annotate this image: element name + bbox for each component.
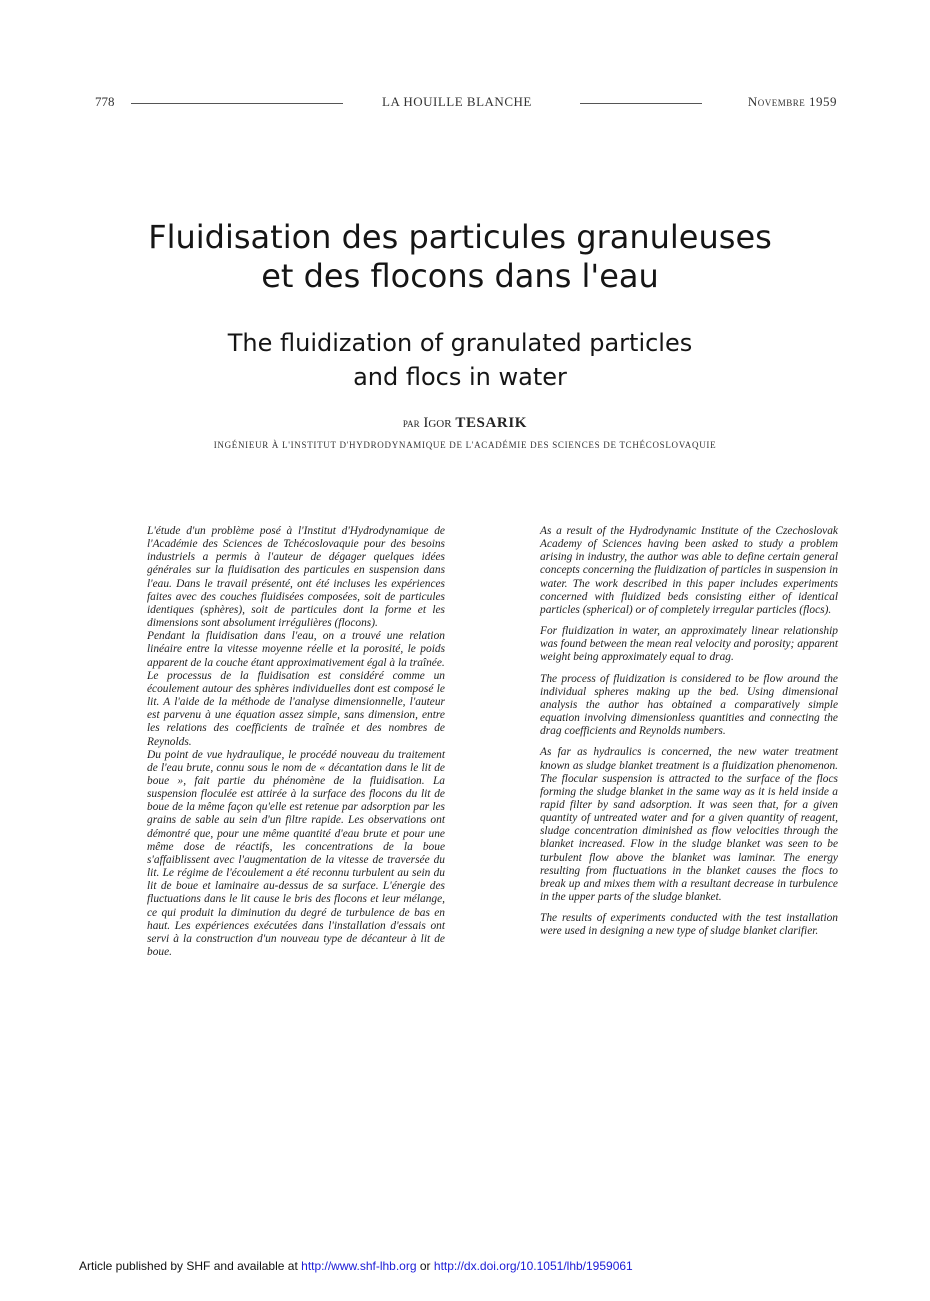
issue-date: Novembre 1959 [747, 94, 837, 109]
abstract-en-paragraph: The results of experiments conducted with the test installation were used in designing a new type of sludge blanket clarifier. [540, 912, 838, 938]
abstract-en-paragraph: The process of fluidization is considered to be flow around the individual spheres making up the bed. Using dimensional analysis the author has obtained a comparatively simple equation involving dimensionless quantities and connecting the drag coefficients and Reynolds numbers. [540, 672, 838, 738]
author-byline [0, 415, 930, 432]
byline-prefix: par [402, 415, 420, 430]
running-header [95, 94, 837, 112]
title-fr-line1: Fluidisation des particules granuleuses [148, 218, 772, 256]
header-rule-left [131, 103, 343, 104]
abstract-fr-paragraph: Du point de vue hydraulique, le procédé nouveau du traitement de l'eau brute, connu sous le nom de « décantation dans le lit de boue », fait partie du phénomène de la fluidisation. La suspension floculée est attirée à la surface des flocons du lit de boue de la même façon qu'elle est retenue par adsorption par les grains de sable au sein d'un filtre rapide. Les observations ont démontré que, pour une même quantité d'eau brute et pour une même dose de réactifs, les concentrations de la boue s'affaiblissent avec l'augmentation de la vitesse de traversée du lit. Le régime de l'écoulement a été reconnu turbulent au sein du lit de boue et laminaire au-dessus de sa surface. L'énergie des fluctuations dans le lit cause le bris des flocons et leur mélange, ce qui produit la diminution du degré de turbulence de bas en haut. Les expériences exécutées dans l'installation d'essais ont servi à la construction d'un nouveau type de décanteur à lit de boue. [147, 748, 445, 958]
title-en-line1: The fluidization of granulated particles [227, 329, 693, 357]
doi-link[interactable]: http://dx.doi.org/10.1051/lhb/1959061 [433, 1259, 633, 1273]
article-title-en [160, 326, 760, 394]
abstract-fr-paragraph: Le processus de la fluidisation est considéré comme un écoulement autour des sphères individuelles dont est composé le lit. A l'aide de la méthode de l'analyse dimensionnelle, l'auteur est parvenu à une équation assez simple, sans dimension, entre les relations des coefficients de traînée et des nombres de Reynolds. [147, 669, 445, 748]
page-number: 778 [95, 94, 115, 109]
publication-footer [79, 1259, 879, 1273]
abstract-en-paragraph: As a result of the Hydrodynamic Institute of the Czechoslovak Academy of Sciences having been asked to study a problem arising in industry, the author was able to define certain general concepts concerning the fluidization of particles in suspension in water. The work described in this paper includes experiments concerned with fluidized beds consisting either of identical particles (spherical) or of completely irregular particles (flocs). [540, 525, 838, 616]
author-affiliation: INGÉNIEUR À L'INSTITUT D'HYDRODYNAMIQUE DE L'ACADÉMIE DES SCIENCES DE TCHÉCOSLOVAQUIE [213, 440, 717, 450]
journal-name: LA HOUILLE BLANCHE [382, 94, 532, 109]
abstract-english [540, 525, 838, 947]
abstract-en-paragraph: As far as hydraulics is concerned, the new water treatment known as sludge blanket treatment is a fluidization phenomenon. The flocular suspension is attracted to the surface of the flocs forming the sludge blanket in the same way as it is held inside a rapid filter by sand adsorption. It was seen that, for a given quantity of untreated water and for a given quantity of reagent, sludge concentration diminished as flow velocities through the blanket increased. Flow in the sludge blanket was seen to be turbulent flow above the blanket was laminar. The energy resulting from fluctuations in the blanket causes the flocs to break up and mixes them with a resultant decrease in turbulence in the upper parts of the sludge blanket. [540, 746, 838, 904]
article-title-fr [60, 218, 860, 296]
abstract-fr-paragraph: L'étude d'un problème posé à l'Institut d'Hydrodynamique de l'Académie des Sciences de Tchécoslovaquie pour des besoins industriels a permis à l'auteur de dégager quelques idées générales sur la fluidisation des particules en suspension dans l'eau. Dans le travail présenté, ont été incluses les expériences faites avec des couches fluidisées composées, soit de particules identiques (sphères), soit de particules dont la forme et les dimensions sont absolument irrégulières (flocons). [147, 525, 445, 630]
footer-or: or [419, 1259, 431, 1273]
abstract-french [147, 525, 445, 959]
shf-link[interactable]: http://www.shf-lhb.org [301, 1259, 417, 1273]
abstract-en-paragraph: For fluidization in water, an approximately linear relationship was found between the mean real velocity and porosity; apparent weight being approximately equal to drag. [540, 625, 838, 664]
footer-prefix: Article published by SHF and available at [79, 1259, 298, 1273]
header-rule-right [580, 103, 702, 104]
title-en-line2: and flocs in water [353, 363, 567, 391]
abstract-fr-paragraph: Pendant la fluidisation dans l'eau, on a trouvé une relation linéaire entre la vitesse moyenne réelle et la porosité, le poids apparent de la couche étant approximativement égal à la traînée. [147, 630, 445, 669]
title-fr-line2: et des flocons dans l'eau [261, 257, 659, 295]
author-last-name: TESARIK [455, 415, 528, 431]
author-first-name: Igor [423, 415, 452, 431]
